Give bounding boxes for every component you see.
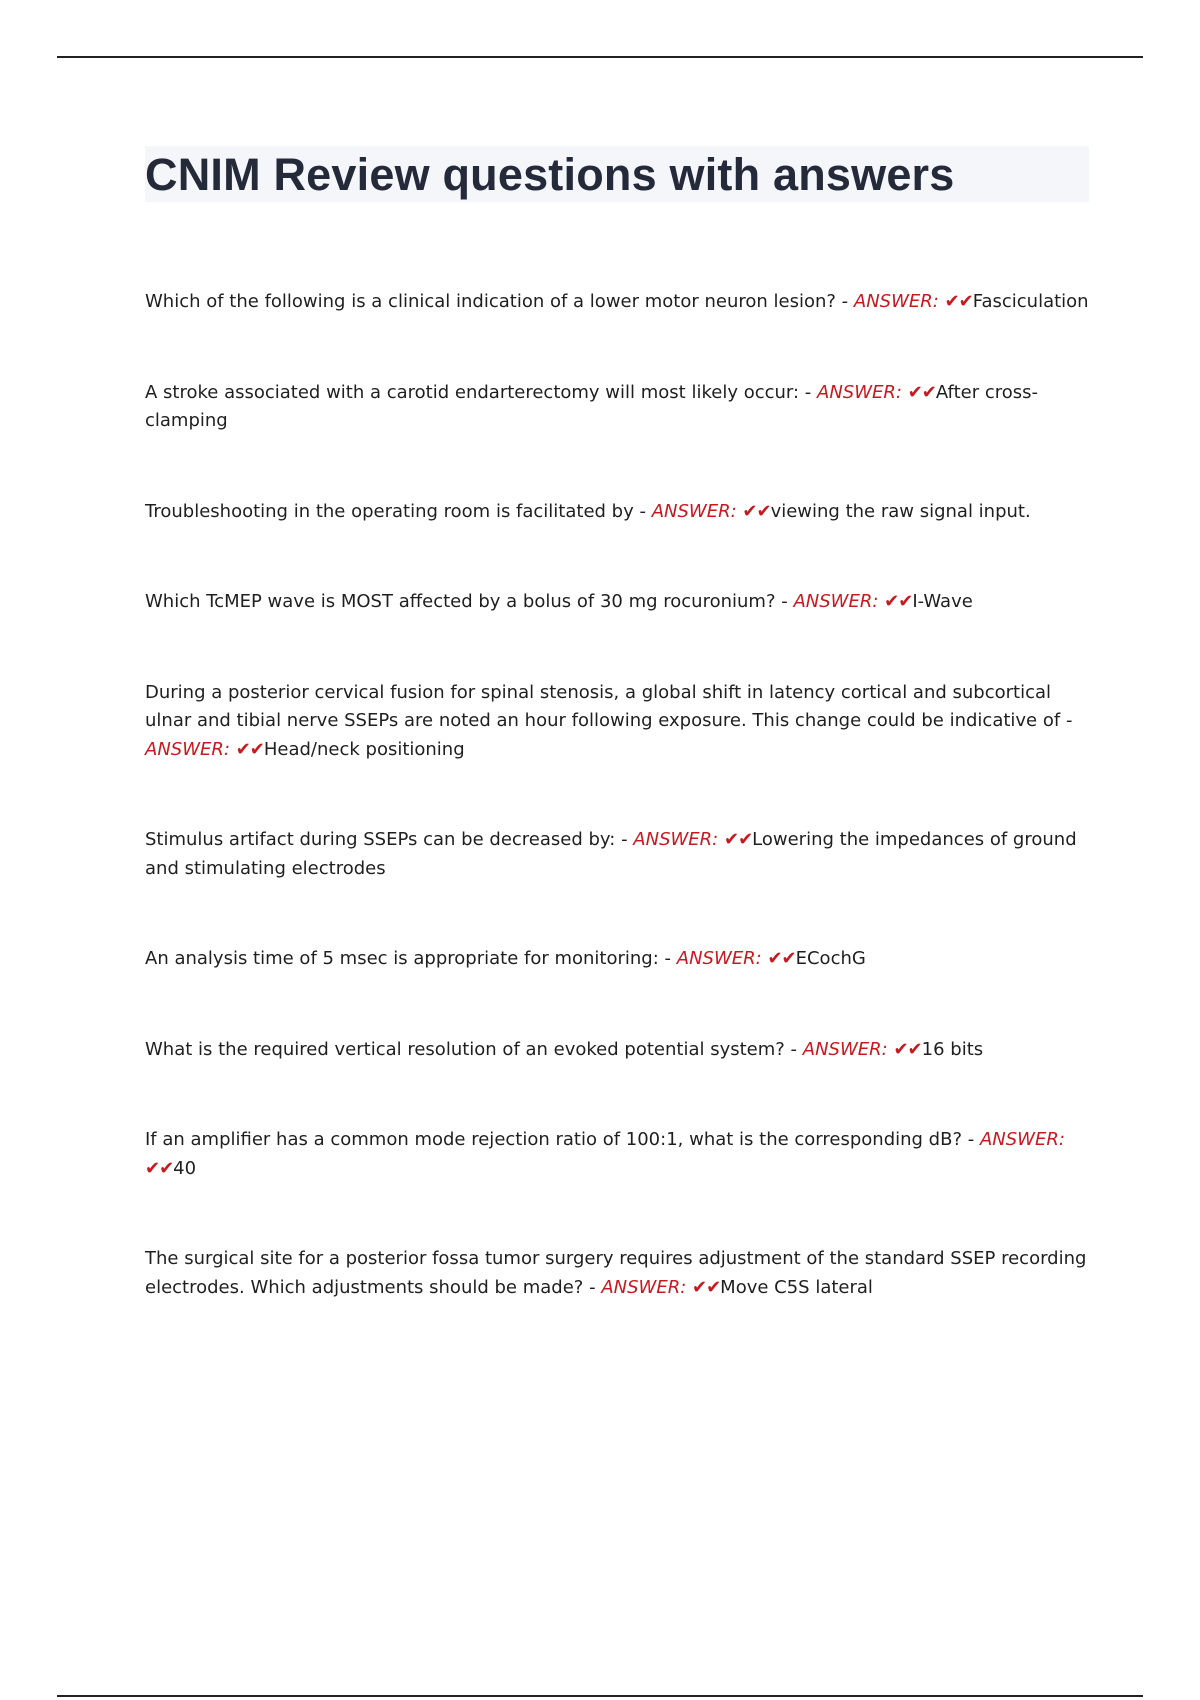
answer-label: ANSWER: — [145, 738, 230, 760]
answer-label: ANSWER: — [979, 1129, 1065, 1150]
question-item — [145, 1036, 1089, 1065]
question-text: What is the required vertical resolution of an evoked potential system? — [145, 1038, 785, 1060]
separator: - — [658, 948, 677, 969]
question-text: The surgical site for a posterior fossa tumor surgery requires adjustment of the standard SSEP recording electrodes. Which adjustments should be made? — [145, 1248, 1087, 1298]
answer-text: ECochG — [795, 948, 866, 969]
separator: - — [615, 829, 634, 850]
answer-label: ANSWER: — [853, 291, 939, 312]
answer-label: ANSWER: — [802, 1038, 888, 1060]
answer-text: Head/neck positioning — [263, 738, 465, 760]
question-item — [145, 826, 1089, 883]
answer-label: ANSWER: — [676, 948, 762, 969]
bottom-rule — [57, 1695, 1143, 1697]
question-item — [145, 679, 1089, 765]
document-title: CNIM Review questions with answers — [145, 148, 955, 200]
check-mark-icon: ✔✔ — [235, 738, 264, 760]
answer-text: Fasciculation — [972, 291, 1089, 312]
answer-label: ANSWER: — [793, 591, 879, 612]
question-item — [145, 588, 1089, 617]
question-item — [145, 945, 1089, 974]
title-block — [145, 146, 1089, 202]
question-item — [145, 498, 1089, 527]
answer-text: 40 — [173, 1157, 197, 1179]
separator: - — [775, 591, 794, 612]
question-text: If an amplifier has a common mode rejection ratio of 100:1, what is the corresponding dB? — [145, 1129, 963, 1150]
answer-label: ANSWER: — [633, 829, 719, 850]
check-mark-icon: ✔✔ — [884, 591, 913, 612]
separator: - — [633, 500, 652, 522]
question-item — [145, 1245, 1089, 1302]
question-list — [145, 288, 1089, 1302]
question-text: Stimulus artifact during SSEPs can be decreased by: — [145, 829, 616, 850]
check-mark-icon: ✔✔ — [944, 291, 973, 312]
separator: - — [835, 291, 854, 312]
answer-label: ANSWER: — [651, 500, 737, 522]
check-mark-icon: ✔✔ — [692, 1276, 721, 1298]
answer-text: I-Wave — [912, 591, 973, 612]
answer-text: viewing the raw signal input. — [770, 500, 1031, 522]
answer-text: 16 bits — [921, 1038, 984, 1060]
check-mark-icon: ✔✔ — [893, 1038, 922, 1060]
answer-text: Move C5S lateral — [720, 1276, 873, 1298]
answer-label: ANSWER: — [817, 381, 902, 403]
question-text: A stroke associated with a carotid endarterectomy will most likely occur: — [145, 381, 800, 403]
question-text: Which TcMEP wave is MOST affected by a bolus of 30 mg rocuronium? — [145, 591, 776, 612]
separator: - — [799, 381, 818, 403]
check-mark-icon: ✔✔ — [145, 1157, 174, 1179]
check-mark-icon: ✔✔ — [742, 500, 771, 522]
question-item — [145, 379, 1089, 436]
separator: - — [1060, 710, 1073, 731]
question-text: Which of the following is a clinical indication of a lower motor neuron lesion? — [145, 291, 836, 312]
check-mark-icon: ✔✔ — [907, 381, 936, 403]
question-item — [145, 1126, 1089, 1183]
document-body — [145, 146, 1089, 1364]
check-mark-icon: ✔✔ — [767, 948, 796, 969]
separator: - — [784, 1038, 803, 1060]
answer-text: Lowering the impedances of ground and stimulating electrodes — [145, 829, 1077, 879]
question-text: During a posterior cervical fusion for spinal stenosis, a global shift in latency cortical and subcortical ulnar and tibial nerve SSEPs are noted an hour following exposure. This change could be indicative of — [145, 681, 1061, 731]
top-rule — [57, 56, 1143, 58]
question-text: Troubleshooting in the operating room is facilitated by — [145, 500, 634, 522]
answer-label: ANSWER: — [601, 1276, 687, 1298]
check-mark-icon: ✔✔ — [723, 829, 753, 850]
answer-text: After cross-clamping — [145, 381, 1038, 431]
question-text: An analysis time of 5 msec is appropriate for monitoring: — [145, 948, 659, 969]
separator: - — [962, 1129, 980, 1150]
question-item — [145, 288, 1089, 317]
separator: - — [583, 1276, 602, 1298]
